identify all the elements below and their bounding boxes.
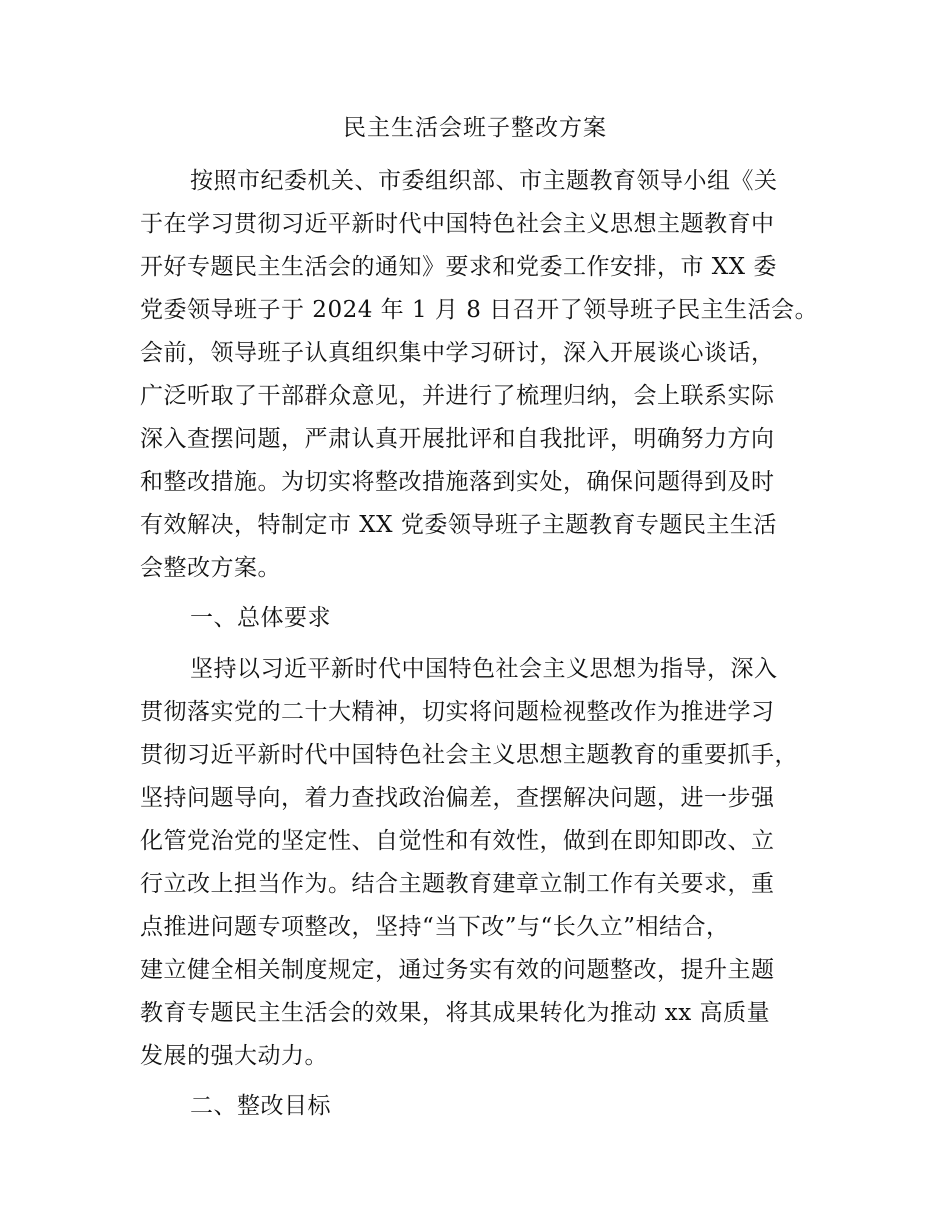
section1-line: 化管党治党的坚定性、自觉性和有效性，做到在即知即改、立	[140, 828, 775, 854]
section-heading-rectification-goals: 二、整改目标	[190, 1093, 331, 1119]
section1-line: 坚持以习近平新时代中国特色社会主义思想为指导，深入	[190, 656, 778, 682]
section1-line: 发展的强大动力。	[140, 1043, 328, 1069]
document-title: 民主生活会班子整改方案	[343, 115, 607, 141]
intro-line: 深入查摆问题，严肃认真开展批评和自我批评，明确努力方向	[140, 426, 775, 452]
section1-line: 贯彻落实党的二十大精神，切实将问题检视整改作为推进学习	[140, 699, 775, 725]
intro-line: 开好专题民主生活会的通知》要求和党委工作安排，市 XX 委	[140, 254, 777, 280]
intro-line: 会整改方案。	[140, 555, 281, 581]
intro-line: 按照市纪委机关、市委组织部、市主题教育领导小组《关	[190, 168, 778, 194]
intro-line: 广泛听取了干部群众意见，并进行了梳理归纳，会上联系实际	[140, 383, 775, 409]
section1-line: 建立健全相关制度规定，通过务实有效的问题整改，提升主题	[140, 957, 775, 983]
intro-line: 有效解决，特制定市 XX 党委领导班子主题教育专题民主生活	[140, 512, 777, 538]
section1-line: 行立改上担当作为。结合主题教育建章立制工作有关要求，重	[140, 871, 775, 897]
intro-line: 于在学习贯彻习近平新时代中国特色社会主义思想主题教育中	[140, 211, 775, 237]
intro-line: 和整改措施。为切实将整改措施落到实处，确保问题得到及时	[140, 469, 775, 495]
section1-line: 教育专题民主生活会的效果，将其成果转化为推动 xx 高质量	[140, 1000, 771, 1026]
section-heading-general-requirements: 一、总体要求	[190, 605, 331, 631]
intro-line: 会前，领导班子认真组织集中学习研讨，深入开展谈心谈话，	[140, 340, 775, 366]
section1-line: 贯彻习近平新时代中国特色社会主义思想主题教育的重要抓手，	[140, 742, 798, 768]
intro-line: 党委领导班子于 2024 年 1 月 8 日召开了领导班子民主生活会。	[140, 297, 819, 323]
section1-line: 坚持问题导向，着力查找政治偏差，查摆解决问题，进一步强	[140, 785, 775, 811]
section1-line: 点推进问题专项整改，坚持“当下改”与“长久立”相结合，	[140, 914, 730, 940]
